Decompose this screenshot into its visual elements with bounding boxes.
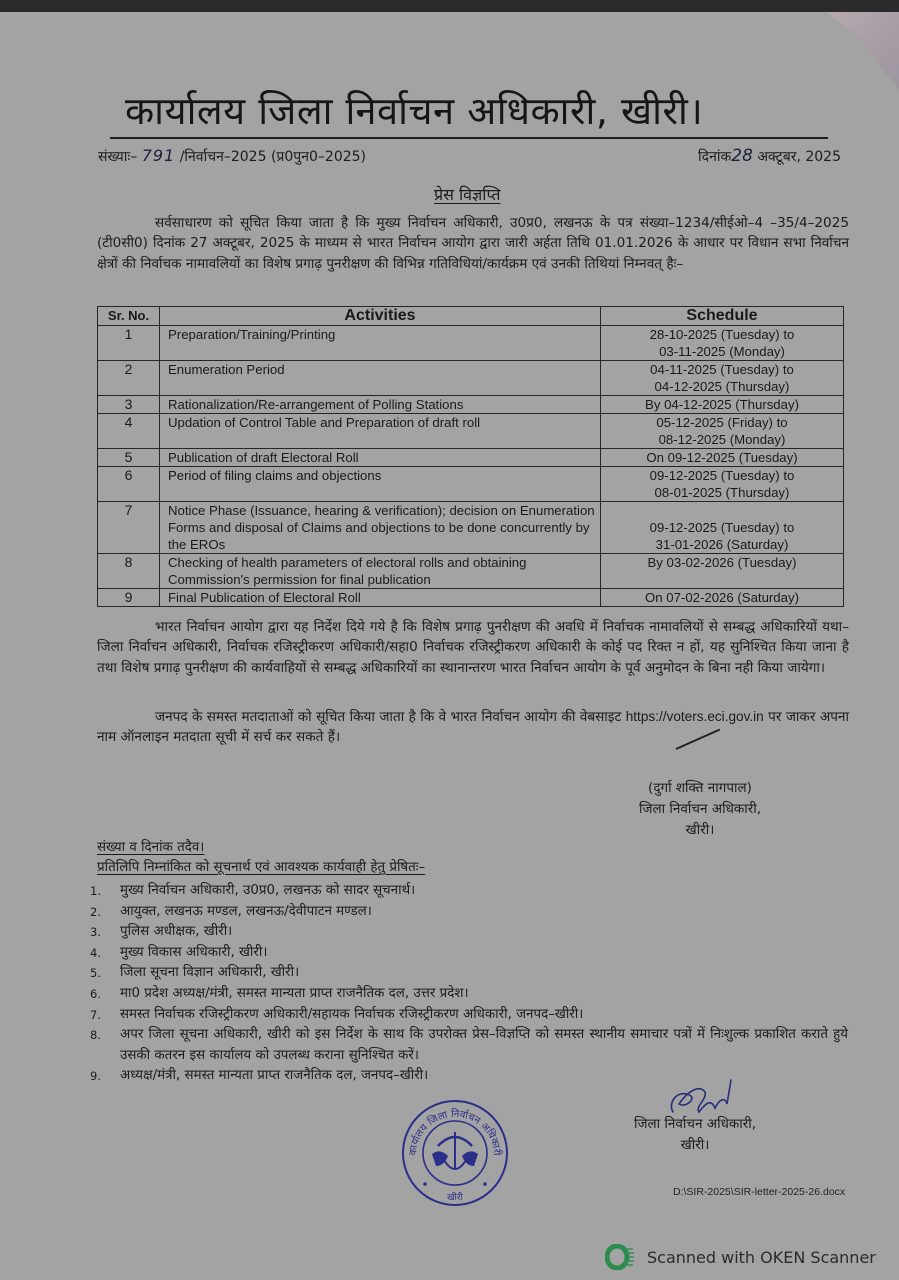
- intro-paragraph: [97, 213, 849, 274]
- reference-number: [98, 146, 366, 166]
- table-row: [98, 449, 844, 467]
- list-item-number: 6.: [90, 986, 101, 1001]
- date-prefix: दिनांक: [698, 149, 732, 165]
- list-item-number: 2.: [90, 904, 101, 919]
- list-item-text: समस्त निर्वाचक रजिस्ट्रीकरण अधिकारी/सहायक निर्वाचक रजिस्ट्रीकरण अधिकारी, जनपद–खीरी।: [120, 1006, 584, 1022]
- intro-text: सर्वसाधारण को सूचित किया जाता है कि मुख्य निर्वाचन अधिकारी, उ0प्र0, लखनऊ के पत्र संख्या–1234/सीईओ–4 –35/4–2025 (टी0सी0) दिनांक 27 अक्टूबर, 2025 के माध्यम से भारत निर्वाचन आयोग द्वारा जारी अर्हता तिथि 01.01.2026 के आधार पर विधान सभा निर्वाचन क्षेत्रों की निर्वाचक नामावलियों का विशेष प्रगाढ़ पुनरीक्षण की विभिन्न गतिविधियां/कार्यक्रम एवं उनकी तिथियां निम्नवत् हैः–: [97, 215, 849, 272]
- schedule-line: By 03-02-2026 (Tuesday): [647, 555, 797, 570]
- ec-directive-paragraph: [97, 617, 849, 678]
- cell-sr-no: 9: [98, 589, 160, 607]
- office-title: कार्यालय जिला निर्वाचन अधिकारी, खीरी।: [125, 89, 704, 133]
- list-item-text: अपर जिला सूचना अधिकारी, खीरी को इस निर्देश के साथ कि उपरोक्त प्रेस–विज्ञप्ति को समस्त स्थानीय समाचार पत्रों में निःशुल्क प्रकाशित कराते हुये उसकी कतरन इस कार्यालय को उपलब्ध कराना सुनिश्चित करें।: [120, 1027, 848, 1063]
- voter-info-text: जनपद के समस्त मतदाताओं को सूचित किया जाता है कि वे भारत निर्वाचन आयोग की वेबसाइट: [155, 709, 622, 725]
- cell-schedule: [601, 589, 844, 607]
- list-item-text: पुलिस अधीक्षक, खीरी।: [120, 924, 233, 940]
- copy-section-header: [97, 838, 425, 878]
- list-item: [88, 984, 848, 1005]
- cell-schedule: [601, 326, 844, 361]
- cell-schedule: [601, 396, 844, 414]
- header-activities: Activities: [160, 307, 601, 326]
- ref-prefix: संख्याः–: [98, 149, 138, 165]
- table-row: [98, 396, 844, 414]
- cell-schedule: [601, 467, 844, 502]
- seal-text-bottom: खीरी: [447, 1193, 463, 1203]
- table-row: [98, 467, 844, 502]
- cell-sr-no: 3: [98, 396, 160, 414]
- table-row: [98, 326, 844, 361]
- oken-scanner-logo-icon: [605, 1244, 635, 1270]
- cell-sr-no: 5: [98, 449, 160, 467]
- list-item-number: 3.: [90, 925, 101, 940]
- press-release-heading: प्रेस विज्ञप्ति: [434, 185, 501, 204]
- list-item-number: 9.: [90, 1069, 101, 1084]
- schedule-line: 04-12-2025 (Thursday): [654, 379, 790, 394]
- list-item: [88, 943, 848, 964]
- schedule-line: 09-12-2025 (Tuesday) to: [649, 520, 795, 535]
- list-item: [88, 1025, 848, 1066]
- schedule-table: [97, 306, 844, 607]
- schedule-line: 08-01-2025 (Thursday): [654, 485, 790, 500]
- cell-schedule: [601, 554, 844, 589]
- schedule-line: By 04-12-2025 (Thursday): [645, 397, 799, 412]
- cell-activity: Final Publication of Electoral Roll: [160, 589, 601, 607]
- list-item: [88, 902, 848, 923]
- list-item-text: जिला सूचना विज्ञान अधिकारी, खीरी।: [120, 965, 300, 981]
- cell-schedule: [601, 502, 844, 554]
- cell-activity: Enumeration Period: [160, 361, 601, 396]
- cell-schedule: [601, 361, 844, 396]
- voter-info-text-end: पर जाकर अपना नाम ऑनलाइन मतदाता सूची में सर्च कर सकते हैं।: [97, 709, 849, 746]
- table-row: [98, 554, 844, 589]
- table-row: [98, 361, 844, 396]
- signatory-block-2: [620, 1114, 770, 1156]
- cell-activity: Rationalization/Re-arrangement of Polling Stations: [160, 396, 601, 414]
- list-item: [88, 1005, 848, 1026]
- table-row: [98, 414, 844, 449]
- signatory-place: खीरी।: [685, 822, 715, 838]
- list-item-text: अध्यक्ष/मंत्री, समस्त मान्यता प्राप्त राजनैतिक दल, जनपद–खीरी।: [120, 1068, 429, 1084]
- table-row: [98, 502, 844, 554]
- schedule-line: 31-01-2026 (Saturday): [655, 537, 789, 552]
- schedule-line: 05-12-2025 (Friday) to: [656, 415, 788, 430]
- schedule-line: 09-12-2025 (Tuesday) to: [649, 468, 795, 483]
- cell-activity: Updation of Control Table and Preparation of draft roll: [160, 414, 601, 449]
- list-item-number: 4.: [90, 945, 101, 960]
- date-suffix: अक्टूबर, 2025: [757, 149, 841, 165]
- ref-number-handwritten: 791: [141, 146, 176, 165]
- signatory-designation: जिला निर्वाचन अधिकारी,: [638, 801, 762, 817]
- header-sr-no: Sr. No.: [98, 307, 160, 326]
- list-item-text: आयुक्त, लखनऊ मण्डल, लखनऊ/देवीपाटन मण्डल।: [120, 903, 372, 919]
- cell-sr-no: 1: [98, 326, 160, 361]
- cell-activity: Notice Phase (Issuance, hearing & verification); decision on Enumeration Forms and disposal of Claims and objections to be done concurrently by the EROs: [160, 502, 601, 554]
- website-link[interactable]: https://voters.eci.gov.in: [625, 709, 764, 724]
- cell-schedule: [601, 414, 844, 449]
- copy-heading: प्रतिलिपि निम्नांकित को सूचनार्थ एवं आवश्यक कार्यवाही हेतु प्रेषितः–: [97, 860, 426, 875]
- title-underline: [110, 137, 828, 139]
- cell-sr-no: 6: [98, 467, 160, 502]
- top-dark-strip: [0, 0, 899, 12]
- document-date: [698, 146, 841, 166]
- signatory-2-place: खीरी।: [680, 1137, 710, 1153]
- ec-directive-text: भारत निर्वाचन आयोग द्वारा यह निर्देश दिये गये है कि विशेष प्रगाढ़ पुनरीक्षण की अवधि में निर्वाचक नामावलियों से सम्बद्ध अधिकारियों यथा–जिला निर्वाचन अधिकारी, निर्वाचक रजिस्ट्रीकरण अधिकारी/सहा0 निर्वाचक रजिस्ट्रीकरण अधिकारी के कोई पद रिक्त न हों, यह सुनिश्चित किया जाना है तथा विशेष प्रगाढ़ पुनरीक्षण की कार्यवाहियों से सम्बद्ध अधिकारियों का स्थानान्तरण भारत निर्वाचन आयोग के पूर्व अनुमोदन के बिना नही किया जायेगा।: [97, 619, 849, 676]
- signatory-block-1: [610, 778, 790, 841]
- cell-schedule: [601, 449, 844, 467]
- scanner-watermark: [605, 1244, 876, 1270]
- schedule-line: 03-11-2025 (Monday): [659, 344, 785, 359]
- schedule-line: 28-10-2025 (Tuesday) to: [649, 327, 795, 342]
- list-item-number: 1.: [90, 884, 101, 898]
- signatory-2-designation: जिला निर्वाचन अधिकारी,: [633, 1116, 757, 1132]
- list-item-number: 5.: [90, 966, 101, 981]
- schedule-line: 04-11-2025 (Tuesday) to: [650, 362, 794, 377]
- file-path: D:\SIR-2025\SIR-letter-2025-26.docx: [673, 1186, 846, 1198]
- voter-info-paragraph: [97, 707, 849, 748]
- list-item: [88, 881, 848, 902]
- list-item: [88, 922, 848, 943]
- cell-sr-no: 2: [98, 361, 160, 396]
- list-item-number: 8.: [90, 1028, 101, 1043]
- scanner-text: Scanned with OKEN Scanner: [647, 1247, 876, 1267]
- cell-sr-no: 4: [98, 414, 160, 449]
- schedule-line: On 09-12-2025 (Tuesday): [646, 450, 798, 465]
- cell-sr-no: 7: [98, 502, 160, 554]
- table-row: [98, 589, 844, 607]
- copy-ref-line: संख्या व दिनांक तदैव।: [97, 840, 205, 855]
- list-item-number: 7.: [90, 1007, 101, 1022]
- list-item-text: मुख्य विकास अधिकारी, खीरी।: [120, 944, 268, 960]
- signatory-name: (दुर्गा शक्ति नागपाल): [648, 780, 752, 796]
- up-govt-emblem-seal-icon: [400, 1098, 510, 1208]
- cell-activity: Period of filing claims and objections: [160, 467, 601, 502]
- date-day-handwritten: 28: [731, 146, 753, 166]
- list-item: [88, 963, 848, 984]
- cell-activity: Checking of health parameters of electoral rolls and obtaining Commission's permission for final publication: [160, 554, 601, 589]
- schedule-line: On 07-02-2026 (Saturday): [645, 590, 799, 605]
- list-item-text: मा0 प्रदेश अध्यक्ष/मंत्री, समस्त मान्यता प्राप्त राजनैतिक दल, उत्तर प्रदेश।: [120, 985, 469, 1001]
- cell-activity: Preparation/Training/Printing: [160, 326, 601, 361]
- cell-activity: Publication of draft Electoral Roll: [160, 449, 601, 467]
- copy-recipients-list: [88, 881, 848, 1087]
- list-item-text: मुख्य निर्वाचन अधिकारी, उ0प्र0, लखनऊ को सादर सूचनार्थ।: [120, 883, 416, 898]
- table-header-row: [98, 307, 844, 326]
- seal-text-top: कार्यालय जिला निर्वाचन अधिकारी: [407, 1108, 503, 1157]
- ref-suffix: /निर्वाचन–2025 (प्र0पुन0–2025): [179, 149, 367, 165]
- schedule-line: 08-12-2025 (Monday): [658, 432, 786, 447]
- header-schedule: Schedule: [601, 307, 844, 326]
- cell-sr-no: 8: [98, 554, 160, 589]
